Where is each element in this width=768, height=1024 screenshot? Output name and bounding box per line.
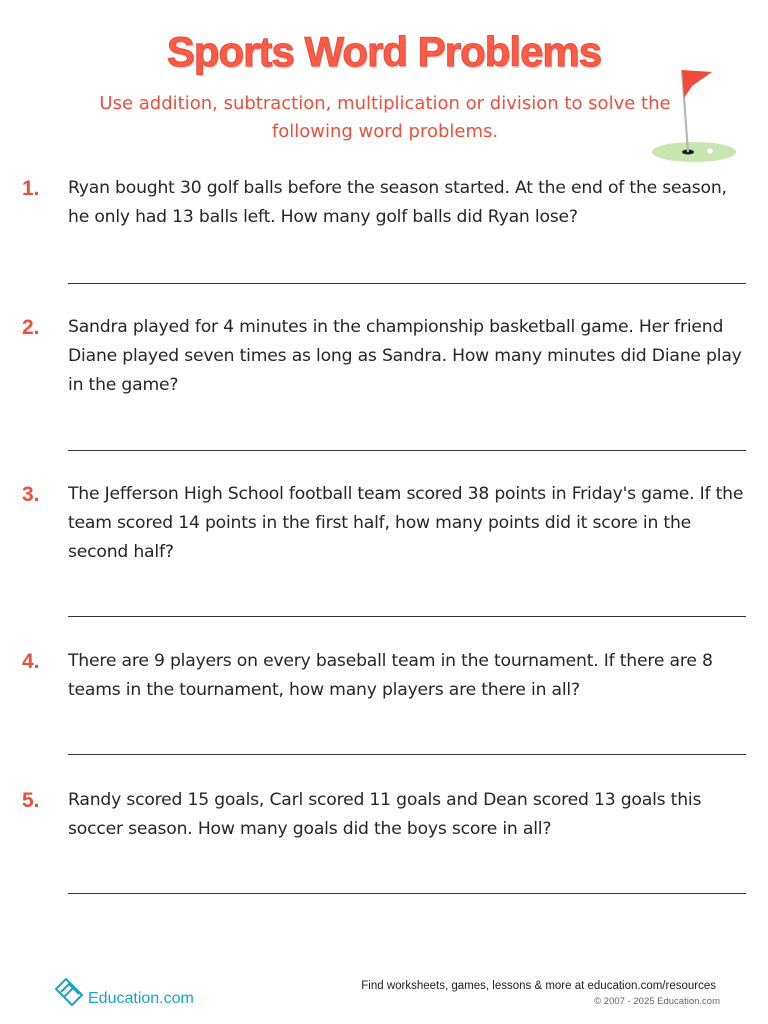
problem-number: 5. (22, 789, 40, 812)
answer-line-5[interactable] (68, 893, 746, 894)
problem-text: The Jefferson High School football team scored 38 points in Friday's game. If the team scored 14 points in the first half, how many points did it score in the second half? (68, 484, 744, 562)
worksheet-title: Sports Word Problems (166, 28, 602, 75)
answer-line-4[interactable] (68, 754, 746, 755)
answer-line-1[interactable] (68, 283, 746, 284)
problem-text: There are 9 players on every baseball team in the tournament. If there are 8 teams in the tournament, how many players are there in all? (68, 651, 713, 700)
logo-text: Education.com (88, 990, 194, 1007)
answer-line-3[interactable] (68, 616, 746, 617)
problem-text: Ryan bought 30 golf balls before the season started. At the end of the season, he only had 13 balls left. How many golf balls did Ryan lose? (68, 178, 727, 227)
problem-number: 2. (22, 316, 40, 339)
education-logo[interactable] (52, 972, 194, 1012)
problem-text: Sandra played for 4 minutes in the championship basketball game. Her friend Diane played seven times as long as Sandra. How many minutes did Diane play in the game? (68, 317, 742, 395)
footer-copyright: © 2007 - 2025 Education.com (594, 996, 720, 1007)
problem-number: 3. (22, 483, 40, 506)
problem-number: 4. (22, 650, 40, 673)
education-logo-icon (52, 975, 86, 1009)
worksheet-instructions: Use addition, subtraction, multiplication or division to solve the following word problems. (99, 93, 671, 142)
golf-flag-icon (648, 64, 744, 168)
problem-text: Randy scored 15 goals, Carl scored 11 goals and Dean scored 13 goals this soccer season. How many goals did the boys score in all? (68, 790, 702, 839)
footer-resources-text: Find worksheets, games, lessons & more at education.com/resources (361, 980, 716, 992)
problem-number: 1. (22, 177, 40, 200)
answer-line-2[interactable] (68, 450, 746, 451)
